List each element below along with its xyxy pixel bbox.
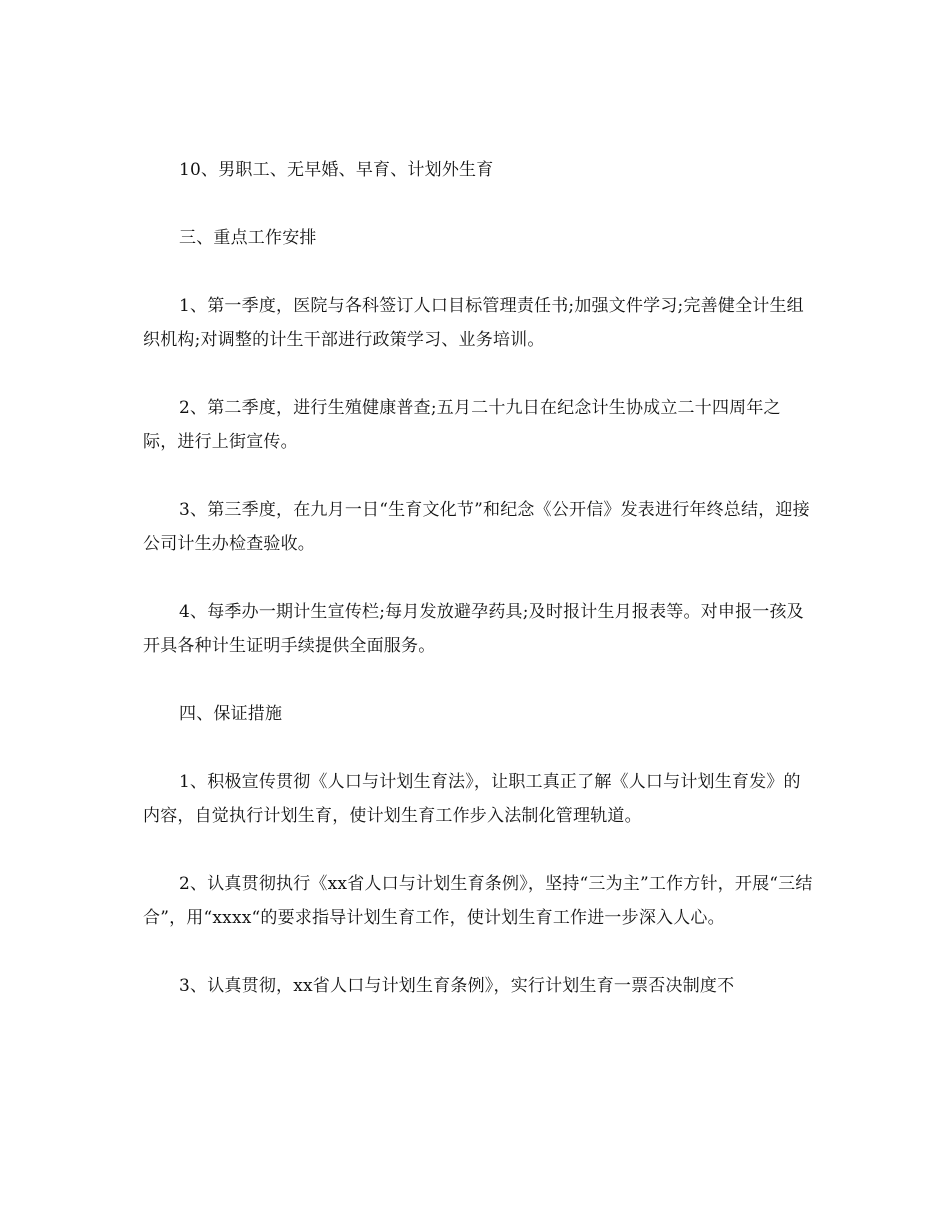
measure-item-1: 1、积极宣传贯彻《人口与计划生育法》，让职工真正了解《人口与计划生育发》的内容，自觉执行计划生育，使计划生育工作步入法制化管理轨道。: [143, 772, 801, 826]
work-item-3: 3、第三季度，在九月一日“生育文化节”和纪念《公开信》发表进行年终总结，迎接公司计生办检查验收。: [143, 500, 810, 554]
work-item-2: 2、第二季度，进行生殖健康普查;五月二十九日在纪念计生协成立二十四周年之际，进行上街宣传。: [143, 398, 781, 452]
work-item-4: 4、每季办一期计生宣传栏;每月发放避孕药具;及时报计生月报表等。对申报一孩及开具各种计生证明手续提供全面服务。: [143, 602, 804, 656]
section-heading-key-work: 三、重点工作安排: [179, 228, 317, 248]
section-heading-measures: 四、保证措施: [179, 704, 283, 724]
work-item-1: 1、第一季度，医院与各科签订人口目标管理责任书;加强文件学习;完善健全计生组织机构;对调整的计生干部进行政策学习、业务培训。: [143, 296, 804, 350]
measure-item-3: 3、认真贯彻，xx省人口与计划生育条例》，实行计划生育一票否决制度不: [179, 976, 735, 996]
document-body: [143, 153, 813, 1003]
list-item-10: 10、男职工、无早婚、早育、计划外生育: [179, 160, 494, 180]
measure-item-2: 2、认真贯彻执行《xx省人口与计划生育条例》，坚持“三为主”工作方针，开展“三结合”，用“xxxx“的要求指导计划生育工作，使计划生育工作进一步深入人心。: [143, 874, 813, 928]
